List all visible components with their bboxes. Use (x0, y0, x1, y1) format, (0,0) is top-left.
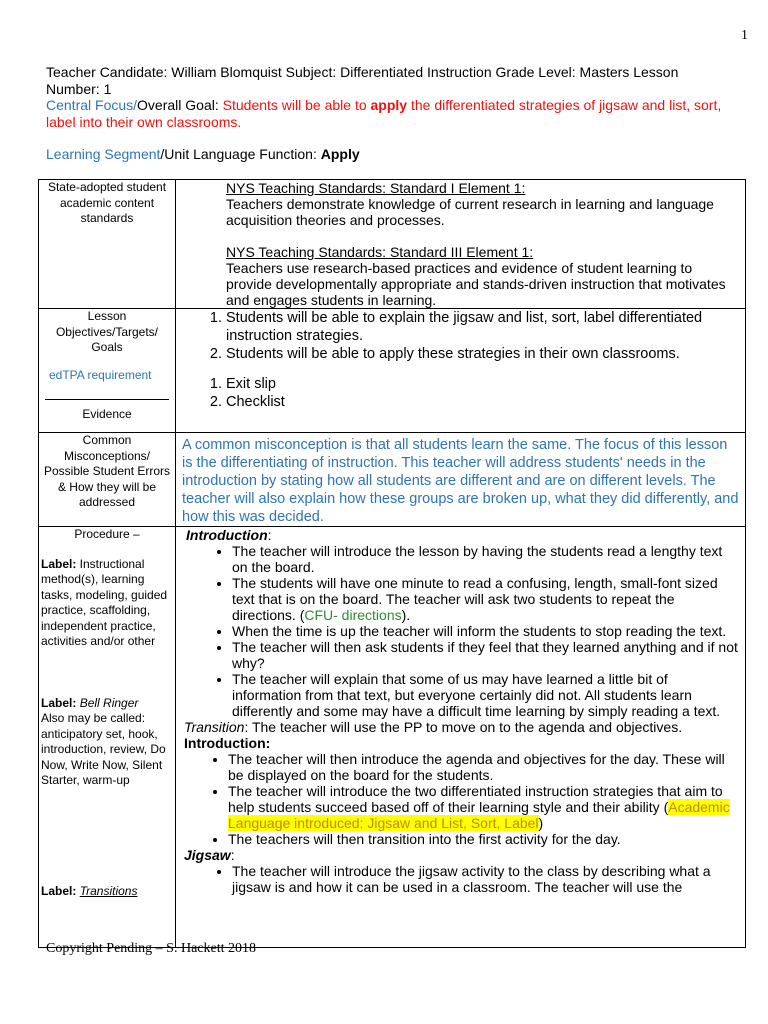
evidence-list (176, 375, 745, 411)
bell-ringer-name: Bell Ringer (79, 695, 139, 710)
transition-text: : The teacher will use the PP to move on to the agenda and objectives. (244, 719, 683, 735)
transition-label: Transition (184, 719, 245, 735)
intro1-list (184, 543, 739, 719)
procedure-title: Procedure – (74, 527, 140, 541)
standard-2-title: NYS Teaching Standards: Standard III Element 1: (226, 244, 534, 260)
intro1-heading-line: Introduction: (186, 527, 272, 543)
goal-bold: apply (370, 97, 408, 113)
transition-line (184, 719, 739, 735)
label-instructional (39, 557, 175, 650)
standard-2-text: Teachers use research-based practices and evidence of student learning to provide developmentally appropriate and stands-driven instruction that motivates and engages students in learning. (226, 260, 726, 308)
label-instructional-text: Instructional method(s), learning tasks, modeling, guided practice, scaffolding, independent practice, activities and/or other (41, 556, 168, 648)
evidence-item: 1. Exit slip (226, 375, 745, 393)
standard-1-text: Teachers demonstrate knowledge of current research in learning and language acquisition theories and processes. (226, 196, 714, 228)
edtpa-requirement: edTPA requirement (49, 367, 152, 382)
standards-label: State-adopted student academic content standards (47, 180, 167, 225)
label-transitions (39, 884, 175, 900)
bell-ringer-text: Also may be called: anticipatory set, hook, introduction, review, Do Now, Write Now, Silent Starter, warm-up (41, 711, 166, 787)
label-bell-ringer (39, 696, 175, 789)
cfu-directions: CFU- directions (304, 607, 402, 623)
intro2-heading: Introduction: (184, 735, 271, 751)
label-word: Label: (41, 883, 77, 898)
objectives-label: Lesson Objectives/Targets/ Goals (55, 309, 159, 354)
standard-1 (226, 180, 745, 228)
objective-item: 1. Students will be able to explain the jigsaw and list, sort, label differentiated instruction strategies. (226, 309, 745, 345)
intro1-item: • The teacher will introduce the lesson by having the students read a lengthy text on the board. (232, 543, 739, 575)
misconceptions-label: Common Misconceptions/ Possible Student Errors & How they will be addressed (43, 433, 171, 509)
central-focus-line (46, 97, 726, 130)
intro2-item: • The teacher will introduce the two differentiated instruction strategies that aim to help students succeed based off of their learning style and their ability (Academic Language introduced: Jigsaw and List, Sort, Label) (228, 783, 739, 831)
objectives-list (176, 309, 745, 363)
jigsaw-heading-line: Jigsaw: (184, 847, 235, 863)
misconceptions-row (39, 433, 746, 527)
copyright-footer: Copyright Pending – S. Hackett 2018 (46, 941, 256, 956)
lesson-header (46, 64, 726, 163)
learning-segment-label: Learning Segment (46, 146, 161, 162)
central-focus-label: Central Focus/ (46, 97, 138, 113)
intro1-item: • The teacher will then ask students if they feel that they learned anything and if not why? (232, 639, 739, 671)
intro2-item: • The teachers will then transition into the first activity for the day. (228, 831, 739, 847)
academic-language-highlight: Academic Language introduced: Jigsaw and List, Sort, Label (228, 799, 730, 831)
intro2-item: • The teacher will then introduce the agenda and objectives for the day. These will be displayed on the board for the students. (228, 751, 739, 783)
standards-row (39, 180, 746, 309)
intro1-item: • The teacher will explain that some of us may have learned a little bit of information from that text, but everyone certainly did not. All students learn differently and some may have a difficult time learning by simply reading a text. (232, 671, 739, 719)
evidence-divider (45, 399, 169, 400)
jigsaw-list (184, 863, 739, 895)
objectives-row (39, 309, 746, 433)
goal-part2: the differentiated strategies of jigsaw and list, sort, label into their own classrooms. (46, 97, 722, 130)
misconceptions-text: A common misconception is that all students learn the same. The focus of this lesson is the differentiating of instruction. This teacher will address students' needs in the introduction by stating how all students are different and are on different levels. The teacher will also explain how these groups are broken up, what they did differently, and how this was decided. (182, 437, 739, 525)
learning-segment-line (46, 146, 726, 163)
page-number: 1 (741, 28, 748, 43)
intro1-item: • When the time is up the teacher will inform the students to stop reading the text. (232, 623, 739, 639)
intro1-heading: Introduction (186, 527, 268, 543)
label-word: Label: (41, 695, 77, 710)
evidence-label: Evidence (82, 407, 132, 421)
evidence-item: 2. Checklist (226, 393, 745, 411)
goal-part1: Students will be able to (222, 97, 371, 113)
intro2-list (184, 751, 739, 847)
candidate-line: Teacher Candidate: William Blomquist Subject: Differentiated Instruction Grade Level: Masters Lesson Number: 1 (46, 64, 679, 97)
transitions-name: Transitions (79, 883, 138, 898)
jigsaw-item: • The teacher will introduce the jigsaw activity to the class by describing what a jigsaw is and how it can be used in a classroom. The teacher will use the (232, 863, 739, 895)
overall-goal-label: Overall Goal: (137, 97, 223, 113)
language-function-value: Apply (320, 146, 360, 162)
objective-item: 2. Students will be able to apply these strategies in their own classrooms. (226, 345, 745, 363)
label-word: Label: (41, 556, 77, 571)
jigsaw-heading: Jigsaw (184, 847, 231, 863)
standard-2 (226, 244, 745, 308)
intro1-item: • The students will have one minute to read a confusing, length, small-font sized text that is on the board. The teacher will ask two students to repeat the directions. (CFU- directions). (232, 575, 739, 623)
procedure-content (176, 527, 745, 895)
standard-1-title: NYS Teaching Standards: Standard I Element 1: (226, 180, 526, 196)
language-function-label: /Unit Language Function: (160, 146, 321, 162)
procedure-row (39, 527, 746, 948)
lesson-plan-table (38, 179, 746, 948)
